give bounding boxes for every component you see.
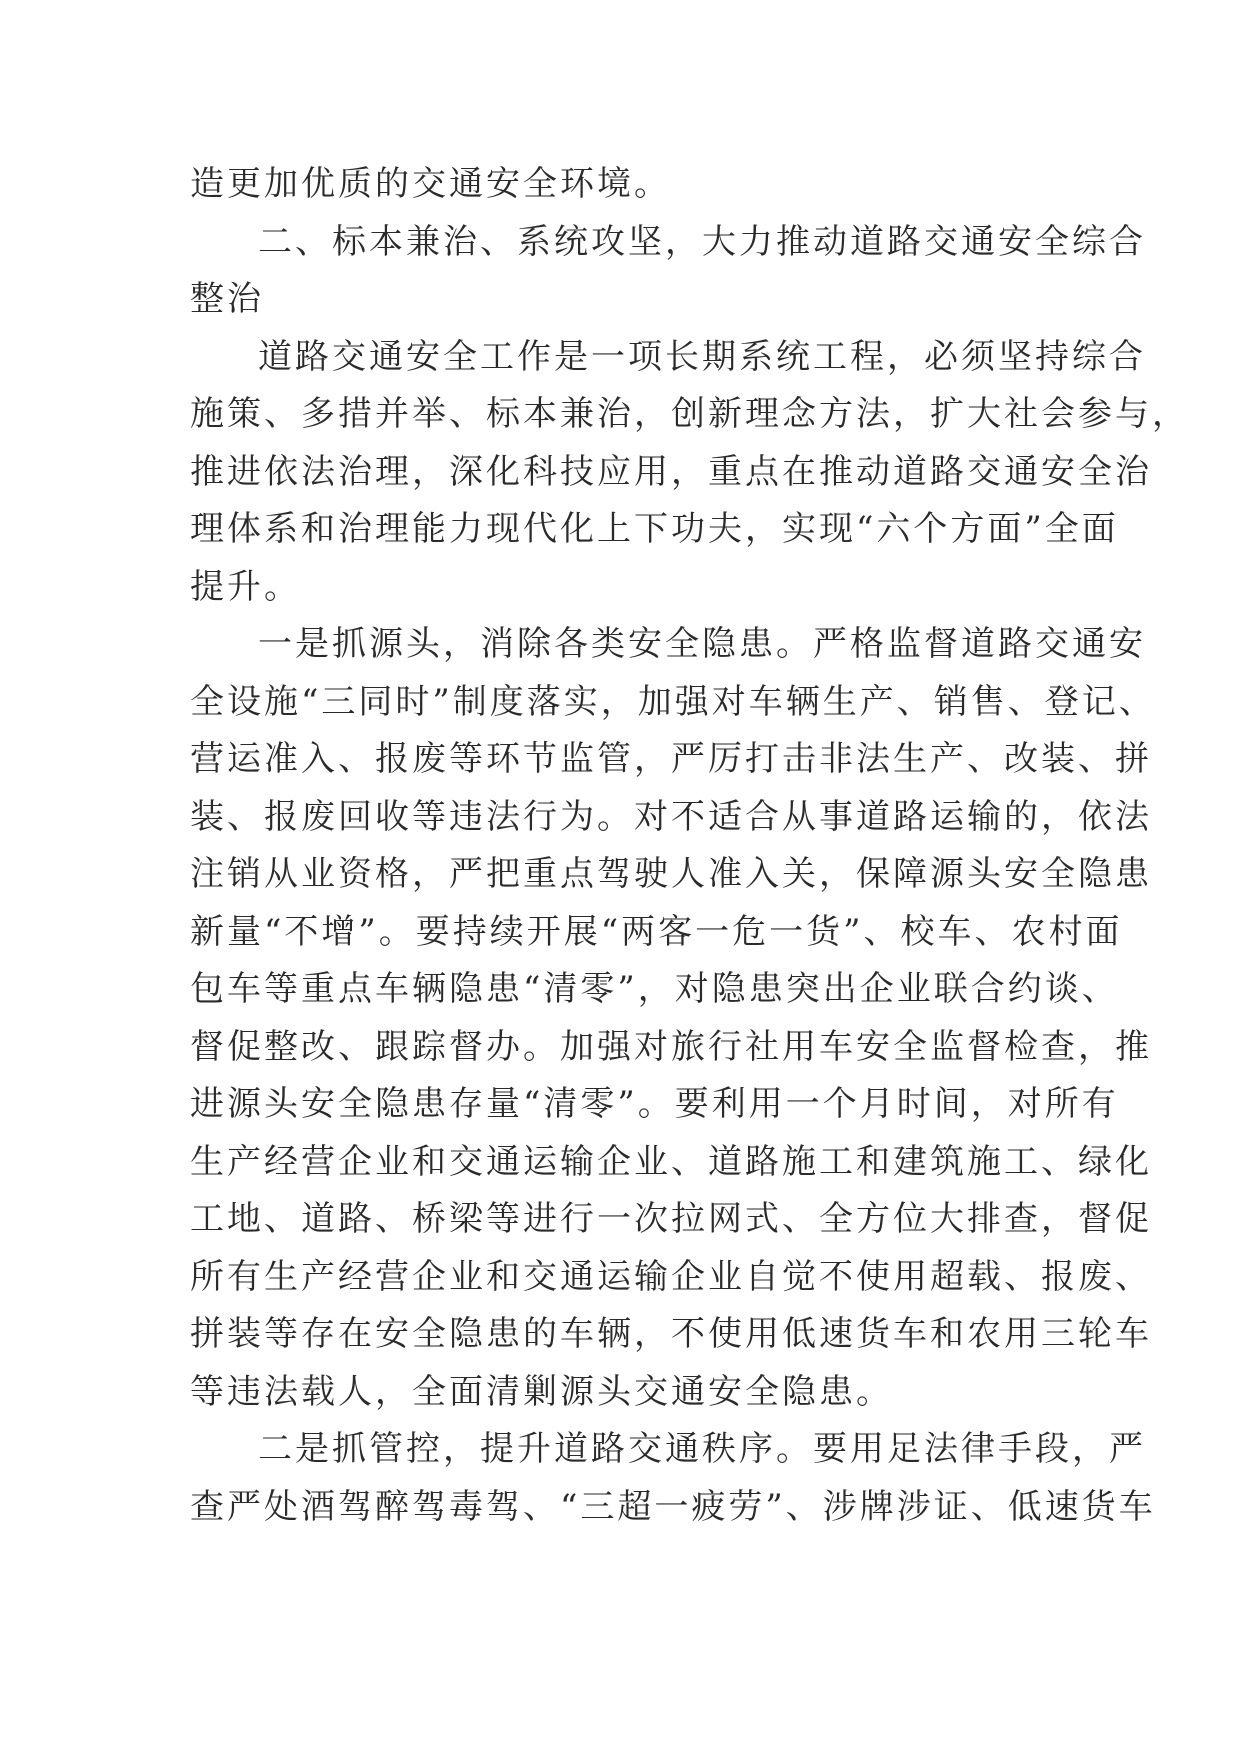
text-line: 进源头安全隐患存量“清零”。要利用一个月时间，对所有	[190, 1084, 1119, 1124]
document-body	[190, 156, 1189, 1536]
text-line: 装、报废回收等违法行为。对不适合从事道路运输的，依法	[190, 796, 1152, 837]
text-line: 查严处酒驾醉驾毒驾、“三超一疲劳”、涉牌涉证、低速货车	[190, 1486, 1156, 1527]
text-line: 造更加优质的交通安全环境。	[190, 164, 671, 204]
text-line: 拼装等存在安全隐患的车辆，不使用低速货车和农用三轮车	[190, 1314, 1152, 1354]
text-line: 提升。	[190, 566, 301, 607]
text-line: 道路交通安全工作是一项长期系统工程，必须坚持综合	[258, 336, 1146, 377]
text-line: 督促整改、跟踪督办。加强对旅行社用车安全监督检查，推	[190, 1026, 1152, 1067]
text-line: 等违法载人，全面清剿源头交通安全隐患。	[190, 1371, 893, 1412]
text-line: 推进依法治理，深化科技应用，重点在推动道路交通安全治	[190, 451, 1152, 492]
text-line: 二、标本兼治、系统攻坚，大力推动道路交通安全综合	[258, 221, 1146, 262]
text-line: 包车等重点车辆隐患“清零”，对隐患突出企业联合约谈、	[190, 969, 1119, 1009]
text-line: 二是抓管控，提升道路交通秩序。要用足法律手段，严	[258, 1429, 1146, 1469]
text-line: 营运准入、报废等环节监管，严厉打击非法生产、改装、拼	[190, 739, 1152, 779]
text-line: 全设施“三同时”制度落实，加强对车辆生产、销售、登记、	[190, 681, 1156, 722]
text-line: 一是抓源头，消除各类安全隐患。严格监督道路交通安	[258, 624, 1146, 664]
text-line: 所有生产经营企业和交通运输企业自觉不使用超载、报废、	[190, 1256, 1152, 1297]
text-line: 理体系和治理能力现代化上下功夫，实现“六个方面”全面	[190, 509, 1119, 549]
text-line: 新量“不增”。要持续开展“两客一危一货”、校车、农村面	[190, 911, 1123, 952]
text-line: 施策、多措并举、标本兼治，创新理念方法，扩大社会参与，	[190, 394, 1189, 434]
text-line: 生产经营企业和交通运输企业、道路施工和建筑施工、绿化	[190, 1141, 1152, 1182]
text-line: 注销从业资格，严把重点驾驶人准入关，保障源头安全隐患	[190, 854, 1152, 894]
text-line: 工地、道路、桥梁等进行一次拉网式、全方位大排查，督促	[190, 1199, 1152, 1239]
text-line: 整治	[190, 279, 264, 319]
